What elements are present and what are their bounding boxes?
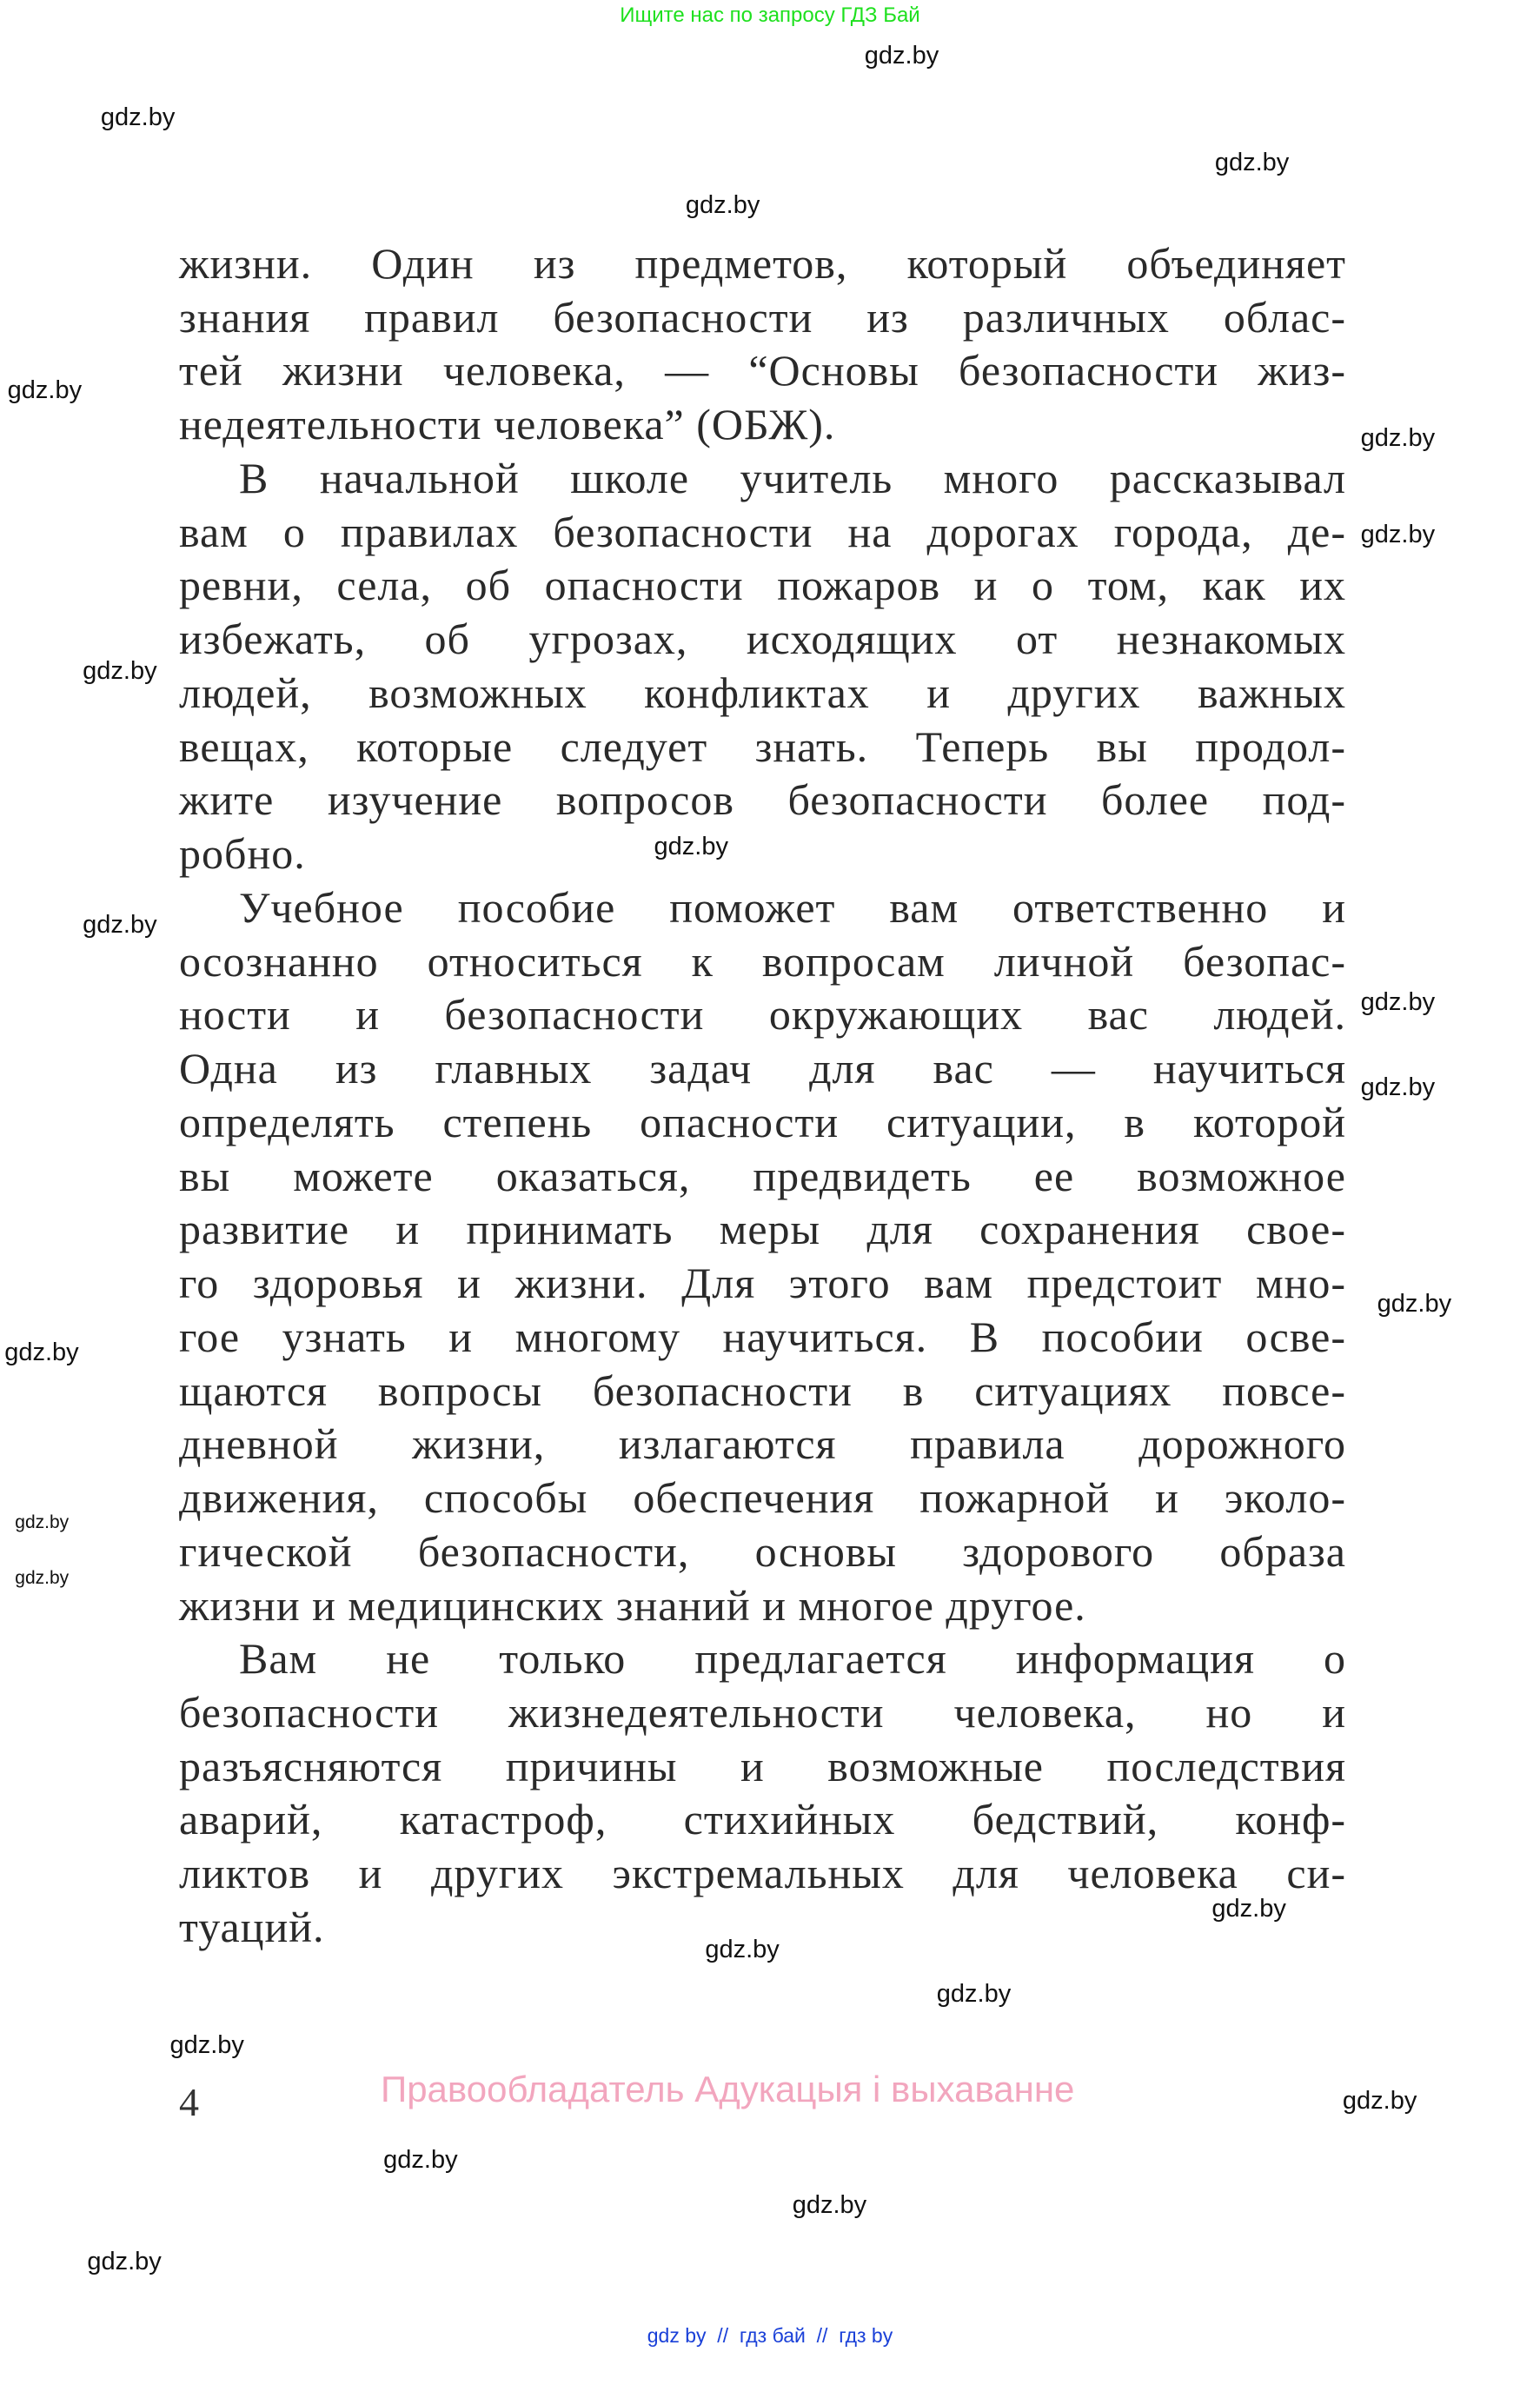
watermark: gdz.by [383, 2145, 458, 2174]
text-line: Вам не только предлагается информация о [239, 1634, 1346, 1684]
watermark: gdz.by [1360, 1073, 1436, 1102]
text-line: щаются вопросы безопасности в ситуациях повсе- [179, 1365, 1346, 1415]
watermark: gdz.by [1377, 1290, 1452, 1319]
footer-links[interactable]: gdz by // гдз бай // гдз by [647, 2324, 893, 2347]
watermark: gdz.by [83, 657, 157, 685]
watermark: gdz.by [1214, 149, 1290, 177]
text-line: движения, способы обеспечения пожарной и эколо- [179, 1473, 1346, 1523]
watermark: gdz.by [936, 1980, 1012, 2009]
text-line: знания правил безопасности из различных облас- [179, 292, 1346, 342]
text-line: разъясняются причины и возможные последствия [179, 1741, 1346, 1790]
watermark: gdz.by [1342, 2087, 1417, 2116]
watermark: gdz.by [169, 2031, 244, 2060]
text-line: гической безопасности, основы здорового образа [179, 1526, 1346, 1576]
text-line: го здоровья и жизни. Для этого вам предстоит мно- [179, 1259, 1346, 1308]
watermark: gdz.by [654, 833, 728, 861]
text-line: туаций. [179, 1902, 325, 1951]
watermark: gdz.by [83, 911, 157, 940]
watermark: gdz.by [685, 190, 760, 219]
text-line: определять степень опасности ситуации, в которой [179, 1097, 1346, 1146]
text-line: жизни и медицинских знаний и многое другое. [179, 1580, 1086, 1630]
watermark: gdz.by [792, 2190, 867, 2219]
watermark: gdz.by [1211, 1894, 1286, 1923]
text-line: робно. [179, 829, 306, 879]
text-line: ревни, села, об опасности пожаров и о том, как их [179, 561, 1346, 610]
text-line: гое узнать и многому научиться. В пособии осве- [179, 1312, 1346, 1361]
text-line: вещах, которые следует знать. Теперь вы продол- [179, 721, 1346, 771]
watermark: gdz.by [15, 1568, 70, 1589]
watermark: gdz.by [1360, 987, 1436, 1016]
watermark: gdz.by [87, 2248, 162, 2276]
text-line: тей жизни человека, — “Основы безопасности жиз- [179, 346, 1346, 395]
text-line: ликтов и других экстремальных для человека си- [179, 1849, 1346, 1898]
text-line: жите изучение вопросов безопасности более под- [179, 775, 1346, 825]
text-line: В начальной школе учитель много рассказывал [239, 453, 1346, 502]
text-line: людей, возможных конфликтах и других важных [179, 668, 1346, 717]
text-line: жизни. Один из предметов, который объединяет [179, 239, 1346, 288]
watermark: gdz.by [4, 1338, 79, 1366]
text-line: недеятельности человека” (ОБЖ). [179, 400, 836, 449]
text-line: Одна из главных задач для вас — научиться [179, 1044, 1346, 1093]
text-line: вам о правилах безопасности на дорогах города, де- [179, 507, 1346, 556]
watermark: gdz.by [705, 1935, 780, 1963]
text-line: развитие и принимать меры для сохранения свое- [179, 1205, 1346, 1254]
watermark: gdz.by [7, 375, 83, 404]
text-line: избежать, об угрозах, исходящих от незнакомых [179, 615, 1346, 664]
search-banner: Ищите нас по запросу ГДЗ Бай [620, 3, 920, 27]
text-line: вы можете оказаться, предвидеть ее возможное [179, 1151, 1346, 1200]
text-line: аварий, катастроф, стихийных бедствий, конф- [179, 1795, 1346, 1844]
text-line: осознанно относиться к вопросам личной безопас- [179, 936, 1346, 986]
copyright-notice: Правообладатель Адукацыя і выхаванне [381, 2069, 1075, 2109]
text-line: дневной жизни, излагаются правила дорожного [179, 1419, 1346, 1469]
watermark: gdz.by [1360, 520, 1436, 548]
watermark: gdz.by [864, 42, 939, 70]
page-number: 4 [179, 2080, 199, 2124]
watermark: gdz.by [100, 103, 176, 132]
text-line: Учебное пособие поможет вам ответственно и [239, 882, 1346, 932]
text-line: безопасности жизнедеятельности человека, но и [179, 1687, 1346, 1737]
watermark: gdz.by [15, 1512, 70, 1533]
watermark: gdz.by [1360, 423, 1436, 452]
text-line: ности и безопасности окружающих вас людей. [179, 990, 1346, 1040]
